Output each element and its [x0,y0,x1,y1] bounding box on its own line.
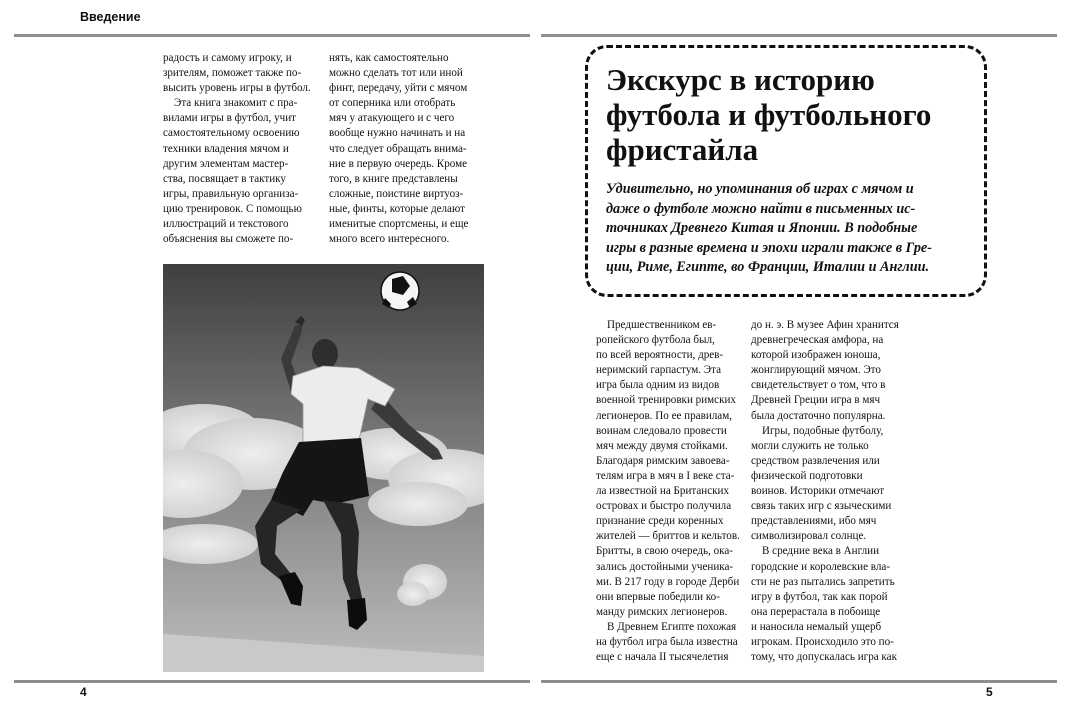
text-line: жонглирующий мячом. Это [751,364,881,377]
text-line: В Древнем Египте похожая [607,620,737,633]
text-line: другим элементам мастер- [163,157,289,170]
right-page [535,0,1070,711]
text-line: фристайла [606,132,759,167]
text-line: еще с начала II тысячелетия [596,651,729,664]
text-line: сти не раз пытались запретить [751,575,895,588]
football-player-illustration [163,264,484,672]
text-line: того, в книге представлены [329,172,458,185]
text-line: признание среди коренных [596,515,724,528]
text-line: можно сделать тот или иной [329,67,463,80]
text-line: ропейского футбола был, [596,334,715,347]
text-line: воинам следовало провести [596,424,727,437]
text-line: которой изображен юноша, [751,349,881,362]
left-text-column-2 [329,51,468,247]
right-text-column-1 [596,318,740,665]
text-line: игрокам. Происходило это по- [751,635,894,648]
text-line: что следует обращать внима- [329,142,467,155]
text-line: даже о футболе можно найти в письменных ис- [606,200,916,217]
text-line: по всей вероятности, древ- [596,349,724,362]
text-line: нять, как самостоятельно [329,52,449,64]
text-line: иллюстраций и текстового [163,218,289,231]
bottom-rule [541,680,1057,683]
left-text-column-1 [163,51,311,247]
text-line: городские и королевские вла- [751,560,891,573]
text-line: Игры, подобные футболу, [762,424,884,437]
text-line: сложные, поистине виртуоз- [329,187,464,200]
top-rule [541,34,1057,37]
text-line: цию тренировок. С помощью [163,202,302,215]
text-line: вилами игры в футбол, учит [163,112,296,125]
text-line: островах и быстро получила [596,500,732,513]
running-head: Введение [80,10,141,24]
text-line: техники владения мячом и [163,142,289,155]
chapter-title [606,62,931,167]
text-line: много всего интересного. [329,233,450,246]
text-line: тому, что допускалась игра как [751,651,897,664]
text-line: до н. э. В музее Афин хранится [751,319,899,331]
right-text-column-2 [751,318,899,665]
text-line: ные, финты, которые делают [329,202,465,215]
ball-icon [381,272,419,310]
text-line: связь таких игр с языческими [751,500,892,513]
page-number: 5 [986,685,993,699]
text-line: Благодаря римским завоева- [596,454,730,467]
chapter-title-box [585,45,987,297]
text-line: телям игра в мяч в I веке ста- [596,469,735,482]
text-line: древнегреческая амфора, на [751,334,884,347]
text-line: свидетельствует о том, что в [751,379,886,392]
text-line: и наносила немалый ущерб [751,620,882,633]
text-line: точниках Древнего Китая и Японии. В подобные [606,220,918,237]
text-line: военной тренировки римских [596,394,736,407]
text-line: ции, Риме, Египте, во Франции, Италии и Англии. [606,259,930,276]
text-line: зрителям, поможет также по- [163,67,302,80]
text-line: объяснения вы сможете по- [163,233,294,246]
bottom-rule [14,680,530,683]
text-line: футбола и футбольного [606,97,932,132]
text-line: манду римских легионеров. [596,605,728,618]
text-line: радость и самому игроку, и [163,52,292,64]
text-line: мяч у атакующего и с чего [329,112,455,125]
text-line: могли служить не только [751,439,869,452]
top-rule [14,34,530,37]
text-line: Экскурс в историю [606,62,875,97]
text-line: именитые спортсмены, и еще [329,218,469,231]
text-line: игра была одним из видов [596,379,720,392]
football-photo [163,264,484,672]
text-line: они впервые победили ко- [596,590,720,603]
text-line: символизировал солнце. [751,530,867,543]
text-line: мяч между двумя стойками. [596,439,728,452]
text-line: представлениями, ибо мяч [751,515,877,528]
text-line: неримский гарпастум. Эта [596,364,722,377]
text-line: В средние века в Англии [762,545,880,558]
text-line: игры, правильную организа- [163,187,299,200]
text-line: ства, посвящает в тактику [163,172,286,185]
text-line: игру в футбол, так как порой [751,590,888,603]
text-line: Предшественником ев- [607,319,717,331]
text-line: ла известной на Британских [596,485,730,498]
text-line: на футбол игра была известна [596,635,738,648]
text-line: Эта книга знакомит с пра- [174,97,298,110]
text-line: жителей — бриттов и кельтов. [596,530,740,543]
text-line: была достаточно популярна. [751,409,886,422]
text-line: Удивительно, но упоминания об играх с мячом и [606,181,914,197]
text-line: финт, передачу, уйти с мячом [329,82,468,95]
text-line: Древней Греции игра в мяч [751,394,881,407]
text-line: физической подготовки [751,469,863,482]
text-line: она перерастала в побоище [751,605,881,618]
text-line: воинов. Историки отмечают [751,485,885,498]
text-line: зались достойными ученика- [596,560,734,573]
text-line: самостоятельному освоению [163,127,300,140]
text-line: ние в первую очередь. Кроме [329,157,468,170]
text-line: от соперника или отобрать [329,97,456,110]
text-line: игры в разные времена и эпохи играли также в Гре- [606,239,932,256]
chapter-lead [606,180,932,278]
text-line: вообще нужно начинать и на [329,127,466,140]
text-line: средством развлечения или [751,454,880,467]
text-line: ми. В 217 году в городе Дерби [596,575,740,588]
page-number: 4 [80,685,87,699]
text-line: легионеров. По ее правилам, [596,409,733,422]
text-line: Бритты, в свою очередь, ока- [596,545,733,558]
text-line: высить уровень игры в футбол. [163,82,311,95]
